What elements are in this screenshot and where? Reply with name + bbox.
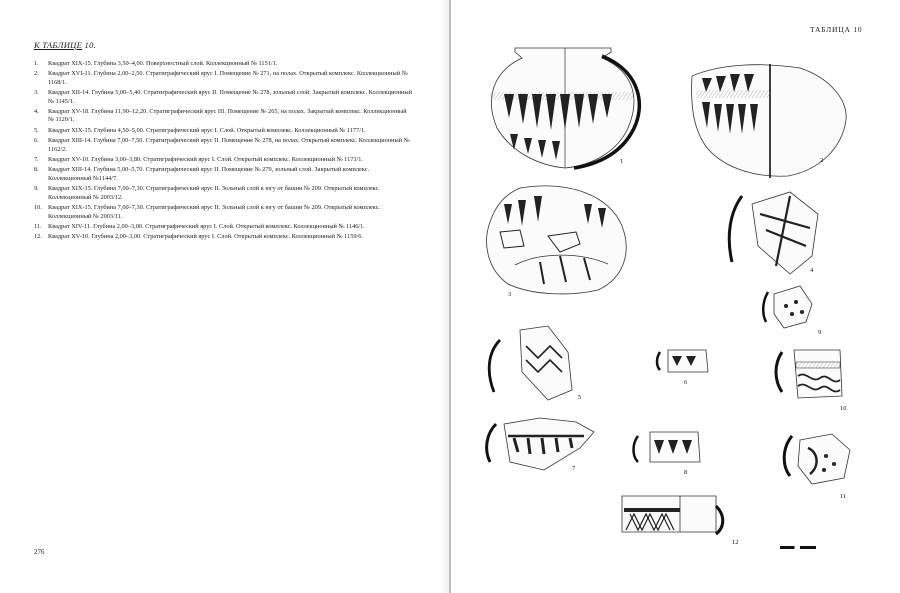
figure-label: 6 (684, 379, 688, 386)
caption-number: 4. (34, 108, 39, 116)
figure-label: 5 (578, 394, 582, 401)
figure-label: 9 (818, 329, 822, 336)
caption-number: 2. (34, 70, 39, 78)
caption-number: 1. (34, 60, 39, 67)
figure-label: 2 (820, 157, 824, 164)
sherd-9-drawing (763, 286, 821, 336)
figure-label: 10 (840, 405, 847, 412)
sherd-10-drawing (776, 350, 847, 412)
caption-number: 3. (34, 89, 39, 97)
caption-text: Квадрат XIII-14. Глубина 5,00–5,70. Стратиграфический ярус II. Помещение № 279, зольный слой. Закрытый комплекс. Коллекционный №1144/7. (48, 166, 370, 182)
vessel-2-drawing (692, 64, 847, 178)
sherd-12-drawing (622, 496, 739, 546)
vessel-3-drawing (487, 186, 627, 298)
caption-number: 11. (34, 222, 42, 230)
plate-title: ТАБЛИЦА 10 (810, 25, 863, 34)
sherd-5-drawing (489, 326, 581, 401)
sherd-6-drawing (657, 350, 708, 386)
caption-text: Квадрат XIX-15. Глубина 7,00–7,30. Стратиграфический ярус II. Зольный слой к югу от башни № 209. Открытый комплекс. Коллекционный № 2003/12. (48, 185, 381, 201)
figure-label: 11 (840, 493, 847, 500)
figure-label: 4 (810, 267, 814, 274)
caption-number: 9. (34, 185, 39, 193)
caption-text: Квадрат XV-10. Глубина 2,00–3,00. Стратиграфический ярус I. Слой. Открытый комплекс. Коллекционный № 1159/6. (48, 233, 363, 241)
vessel-1-drawing (490, 48, 639, 168)
figure-label: 12 (732, 539, 739, 546)
figure-label: 1 (620, 158, 624, 165)
figure-label: 8 (684, 469, 688, 476)
caption-number: 12. (34, 233, 42, 241)
caption-text: Квадрат XIII-14. Глубина 7,00–7,50. Стратиграфический ярус II. Помещение № 278, на полах. Открытый комплекс. Коллекционный № 1162/2. (48, 137, 410, 153)
caption-text: Квадрат XV-10. Глубина 3,00–3,80. Стратиграфический ярус I. Слой. Открытый комплекс. Коллекционный № 1173/1. (48, 156, 363, 164)
caption-number: 5. (34, 126, 39, 134)
figure-label: 7 (572, 465, 576, 472)
sherd-11-drawing (784, 434, 850, 500)
caption-number: 8. (34, 166, 39, 174)
heading-title: К ТАБЛИЦЕ (34, 40, 83, 50)
page-number: 276 (34, 548, 45, 556)
caption-number: 10. (34, 204, 42, 212)
figure-label: 3 (508, 291, 512, 298)
caption-text: Квадрат XIX-15. Глубина 7,00–7,30. Стратиграфический ярус II. Зольный слой к югу от башни № 209. Открытый комплекс. Коллекционный № 2003/11. (48, 204, 381, 220)
scale-bar (780, 546, 816, 549)
caption-text: Квадрат XII-14. Глубина 5,00–5,40. Стратиграфический ярус II. Помещение № 278, зольный слой. Закрытый комплекс. Коллекционный № 1145/1. (48, 89, 412, 105)
caption-text: Квадрат XV-18. Глубина 11,90–12,20. Стратиграфический ярус III. Помещение № 265, на полах. Закрытый комплекс. Коллекционный № 1120/1. (48, 108, 407, 124)
sherd-8-drawing (634, 432, 701, 476)
heading-number: 10. (84, 40, 97, 50)
caption-text: Квадрат XIV-11. Глубина 2,00–3,00. Стратиграфический ярус I. Слой. Открытый комплекс. Коллекционный № 1146/1. (48, 222, 365, 230)
caption-text: Квадрат XVI-11. Глубина 2,00–2,50. Стратиграфический ярус I. Помещение № 271, на полах. Открытый комплекс. Коллекционный № 1168/1. (48, 70, 408, 86)
sherd-4-drawing (729, 192, 818, 274)
sherd-7-drawing (487, 418, 594, 472)
caption-number: 6. (34, 137, 39, 145)
caption-text: Квадрат XIX-15. Глубина 4,50–5,00. Стратиграфический ярус I. Слой. Открытый комплекс. Коллекционный № 1177/1. (48, 126, 366, 134)
caption-number: 7. (34, 156, 39, 164)
caption-text: Квадрат XIX-15. Глубина 3,50–4,00. Поверхностный слой. Коллекционный № 1151/1. (48, 60, 278, 67)
